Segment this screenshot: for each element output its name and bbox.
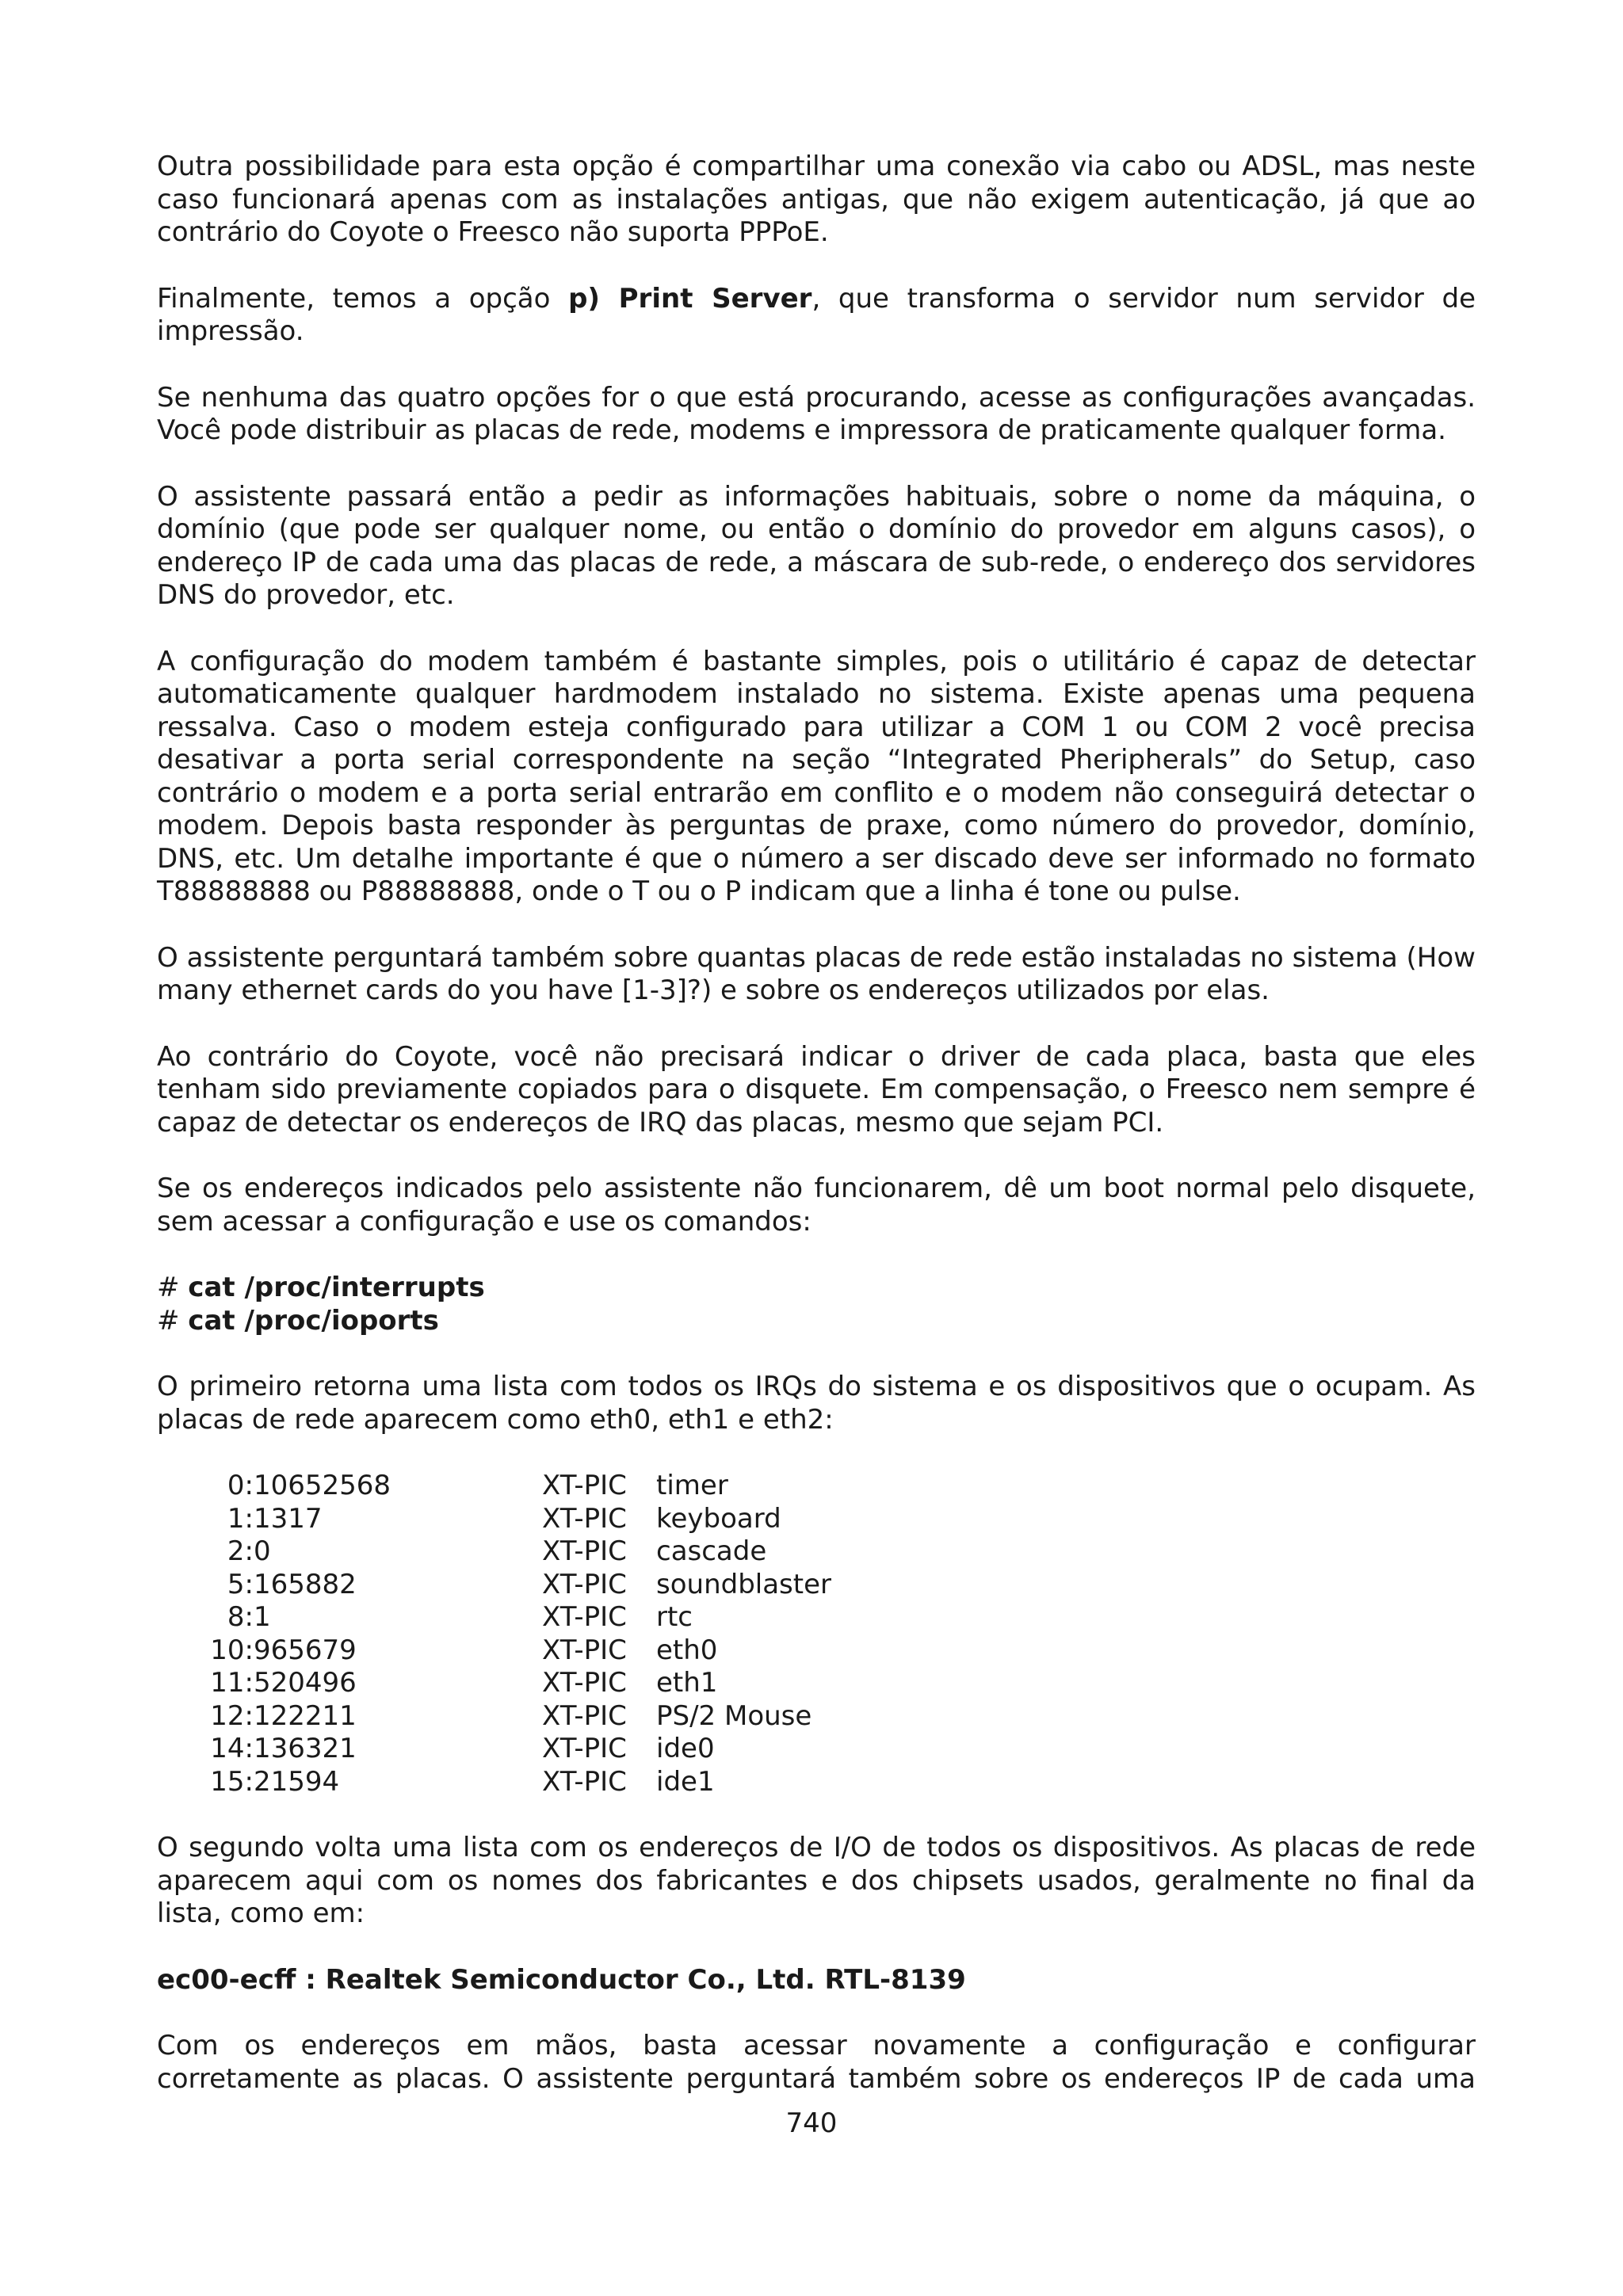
table-row	[157, 1634, 831, 1668]
paragraph-boot-commands: Se os endereços indicados pelo assistente não funcionarem, dê um boot normal pelo disquete, sem acessar a configuração e use os comandos:	[157, 1173, 1476, 1238]
table-row	[157, 1667, 831, 1700]
table-row	[157, 1733, 831, 1766]
type-cell: XT-PIC	[542, 1470, 627, 1501]
count-cell: 165882	[254, 1568, 357, 1600]
command-line	[157, 1305, 1476, 1338]
count-cell: 520496	[254, 1667, 357, 1699]
type-cell: XT-PIC	[542, 1733, 627, 1764]
paragraph-adsl: Outra possibilidade para esta opção é compartilhar uma conexão via cabo ou ADSL, mas neste caso funcionará apenas com as instalações antigas, que não exigem autenticação, já que ao contrário do Coyote o Freesco não suporta PPPoE.	[157, 151, 1476, 248]
table-row	[157, 1503, 831, 1536]
device-cell: cascade	[656, 1535, 767, 1567]
type-cell: XT-PIC	[542, 1601, 627, 1633]
paragraph-print-server	[157, 283, 1476, 349]
count-cell: 0	[254, 1535, 271, 1567]
table-row	[157, 1700, 831, 1733]
interrupts-table	[157, 1470, 831, 1798]
type-cell: XT-PIC	[542, 1502, 627, 1535]
device-cell: ide1	[656, 1765, 715, 1798]
irq-cell: 0:	[227, 1470, 254, 1501]
count-cell: 21594	[254, 1765, 340, 1798]
paragraph-assistant-info: O assistente passará então a pedir as informações habituais, sobre o nome da máquina, o domínio (que pode ser qualquer nome, ou então o domínio do provedor em alguns casos), o endereço IP de cada uma das placas de rede, a máscara de sub-rede, o endereço dos servidores DNS do provedor, etc.	[157, 480, 1476, 611]
command-prompt: #	[157, 1272, 189, 1303]
device-cell: PS/2 Mouse	[656, 1699, 812, 1732]
print-server-option: p) Print Server	[568, 282, 812, 315]
paragraph-advanced-config: Se nenhuma das quatro opções for o que está procurando, acesse as configurações avançadas. Você pode distribuir as placas de rede, modems e impressora de praticamente qualquer forma.	[157, 381, 1476, 446]
table-row	[157, 1535, 831, 1569]
device-cell: timer	[656, 1470, 728, 1501]
count-cell: 136321	[254, 1733, 357, 1764]
type-cell: XT-PIC	[542, 1634, 627, 1666]
command-text: cat /proc/ioports	[188, 1304, 439, 1337]
table-row	[157, 1569, 831, 1602]
type-cell: XT-PIC	[542, 1535, 627, 1567]
count-cell: 122211	[254, 1699, 357, 1732]
paragraph-final: Com os endereços em mãos, basta acessar novamente a configuração e configurar corretamente as placas. O assistente perguntará também sobre os endereços IP de cada uma	[157, 2030, 1476, 2095]
irq-cell: 1:	[227, 1502, 254, 1535]
type-cell: XT-PIC	[542, 1667, 627, 1699]
device-cell: rtc	[656, 1601, 693, 1633]
paragraph-modem-config: A configuração do modem também é bastante simples, pois o utilitário é capaz de detectar automaticamente qualquer hardmodem instalado no sistema. Existe apenas uma pequena ressalva. Caso o modem esteja configurado para utilizar a COM 1 ou COM 2 você precisa desativar a porta serial correspondente na seção “Integrated Pheripherals” do Setup, caso contrário o modem e a porta serial entrarão em conflito e o modem não conseguirá detectar o modem. Depois basta responder às perguntas de praxe, como número do provedor, domínio, DNS, etc. Um detalhe importante é que o número a ser discado deve ser informado no formato T88888888 ou P88888888, onde o T ou o P indicam que a linha é tone ou pulse.	[157, 645, 1476, 907]
device-cell: ide0	[656, 1733, 715, 1764]
paragraph-ethernet-cards: O assistente perguntará também sobre quantas placas de rede estão instaladas no sistema (How many ethernet cards do you have [1-3]?) e sobre os endereços utilizados por elas.	[157, 941, 1476, 1006]
irq-cell: 8:	[227, 1601, 254, 1633]
count-cell: 1	[254, 1601, 271, 1633]
paragraph-interrupts-intro: O primeiro retorna uma lista com todos os IRQs do sistema e os dispositivos que o ocupam. As placas de rede aparecem como eth0, eth1 e eth2:	[157, 1371, 1476, 1436]
document-page	[157, 151, 1476, 2129]
table-row	[157, 1601, 831, 1634]
device-cell: soundblaster	[656, 1568, 831, 1600]
device-cell: keyboard	[656, 1502, 781, 1535]
irq-cell: 10:	[210, 1634, 254, 1666]
count-cell: 965679	[254, 1634, 357, 1666]
count-cell: 10652568	[254, 1470, 391, 1501]
type-cell: XT-PIC	[542, 1699, 627, 1732]
irq-cell: 5:	[227, 1568, 254, 1600]
command-line	[157, 1272, 1476, 1305]
page-number: 740	[785, 2107, 838, 2139]
irq-cell: 11:	[210, 1667, 254, 1699]
count-cell: 1317	[254, 1502, 323, 1535]
device-cell: eth0	[656, 1634, 718, 1666]
irq-cell: 12:	[210, 1699, 254, 1732]
irq-cell: 2:	[227, 1535, 254, 1567]
paragraph-print-server-before: Finalmente, temos a opção	[157, 282, 569, 315]
irq-cell: 15:	[210, 1765, 254, 1798]
command-prompt: #	[157, 1304, 189, 1337]
paragraph-drivers: Ao contrário do Coyote, você não precisará indicar o driver de cada placa, basta que eles tenham sido previamente copiados para o disquete. Em compensação, o Freesco nem sempre é capaz de detectar os endereços de IRQ das placas, mesmo que sejam PCI.	[157, 1040, 1476, 1138]
irq-cell: 14:	[210, 1733, 254, 1764]
paragraph-ioports-intro: O segundo volta uma lista com os endereços de I/O de todos os dispositivos. As placas de rede aparecem aqui com os nomes dos fabricantes e dos chipsets usados, geralmente no final da lista, como em:	[157, 1832, 1476, 1929]
command-text: cat /proc/interrupts	[188, 1272, 485, 1303]
type-cell: XT-PIC	[542, 1568, 627, 1600]
device-cell: eth1	[656, 1667, 718, 1699]
table-row	[157, 1470, 831, 1503]
ioport-example: ec00-ecff : Realtek Semiconductor Co., Ltd. RTL-8139	[157, 1963, 966, 1996]
type-cell: XT-PIC	[542, 1765, 627, 1798]
paragraph-print-server-after: , que transforma o servidor num servidor de impressão.	[157, 282, 1476, 347]
command-block	[157, 1272, 1476, 1337]
table-row	[157, 1766, 831, 1799]
